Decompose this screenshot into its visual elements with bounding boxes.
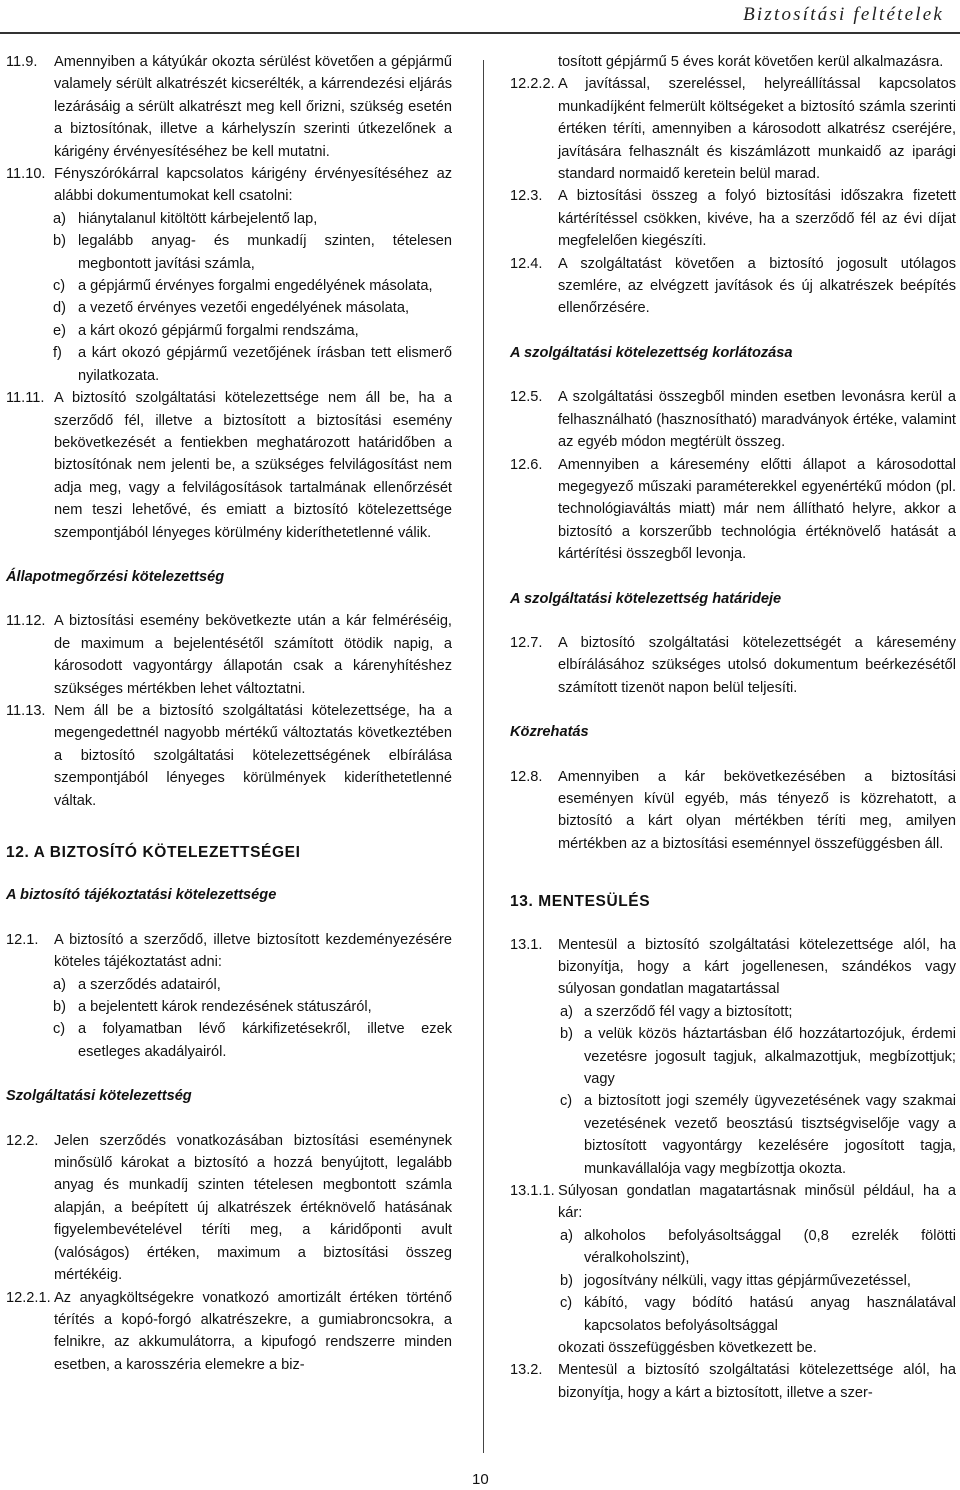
clause-11-10: 11.10. Fényszórókárral kapcsolatos kárigény érvényesítéséhez az alábbi dokumentumokat kell csatolni: xyxy=(6,166,452,205)
clause-13-2: 13.2. Mentesül a biztosító szolgáltatási kötelezettsége alól, ha bizonyítja, hogy a kárt a biztosított, illetve a szer- xyxy=(510,1362,956,1401)
list-item: d) a vezető érvényes vezetői engedélyének másolata, xyxy=(53,300,409,317)
page-number: 10 xyxy=(472,1471,489,1488)
list-item: a) alkoholos befolyásoltsággal (0,8 ezrelék fölötti véralkoholszint), xyxy=(560,1227,956,1267)
section-heading-allapot: Állapotmegőrzési kötelezettség xyxy=(6,568,225,585)
section-heading-kozrehatas: Közrehatás xyxy=(510,724,589,741)
clause-12-3: 12.3. A biztosítási összeg a folyó biztosítási időszakra fizetett kártérítéssel csökken, kivéve, ha a szerződő fél az évi díjat megfelelően kiegészíti. xyxy=(510,188,956,250)
chapter-heading-12: 12. A BIZTOSÍTÓ KÖTELEZETTSÉGEI xyxy=(6,844,301,861)
list-item: a) hiánytalanul kitöltött kárbejelentő lap, xyxy=(53,210,318,227)
header-rule xyxy=(0,32,960,34)
clause-11-11: 11.11. A biztosító szolgáltatási kötelezettsége nem áll be, ha a szerződő fél, illetve a biztosított a biztosítási esemény bekövetkezését a fentiekben meghatározott határidőben a biztosítónak nem jelenti be, a szükséges felvilágosítást nem adja meg, vagy a felvilágosítások tartalmának ellenőrzését nem teszi lehetővé, és emiatt a biztosító kötelezettsége szempontjából lényeges körülmény kideríthetetlenné válik. xyxy=(6,390,452,541)
clause-12-6: 12.6. Amennyiben a káresemény előtti állapot a károsodottal megegyező műszaki paraméterekkel egyenértékű módon (pl. technológiaváltás miatt) már nem állítható helyre, akkor a biztosító a korszerűbb technológia értéknövelő hatását a kártérítési összegből levonja. xyxy=(510,456,956,563)
list-item: e) a kárt okozó gépjármű forgalmi rendszáma, xyxy=(53,322,359,339)
list-item: c) a biztosított jogi személy ügyvezetésének vagy szakmai vezetésének vezető beosztású tisztségviselője vagy a biztosított vagyontárgy kezelésére jogosított tagja, munkavállalója vagy megbízottja okozta. xyxy=(560,1093,956,1177)
clause-13-1-1: 13.1.1. Súlyosan gondatlan magatartásnak minősül például, ha a kár: xyxy=(510,1183,956,1222)
clause-13-1: 13.1. Mentesül a biztosító szolgáltatási kötelezettsége alól, ha bizonyítja, hogy a kárt jogellenesen, szándékos vagy súlyosan gondatlan magatartással xyxy=(510,936,956,998)
clause-13-1-1-tail: okozati összefüggésben következett be. xyxy=(558,1339,817,1356)
right-column xyxy=(510,51,956,1404)
list-item: b) legalább anyag- és munkadíj szinten, tételesen megbontott javítási számla, xyxy=(53,233,452,272)
clause-12-4: 12.4. A szolgáltatást követően a biztosító jogosult utólagos szemlére, az elvégzett javítások és új alkatrészek beépítés ellenőrzésére. xyxy=(510,255,956,317)
clause-12-2: 12.2. Jelen szerződés vonatkozásában biztosítási eseménynek minősülő károkat a biztosító a hozzá benyújtott, legalább anyag és munkadíj szinten tételesen megbontott számla alapján, a beépített új alkatrészek értéknövelő hatásának figyelembevételével téríti meg, a káridőponti avult (valóságos) értéken, maximum a biztosítási összeg mértékéig. xyxy=(6,1132,452,1284)
list-item: c) a gépjármű érvényes forgalmi engedélyének másolata, xyxy=(53,278,433,295)
clause-12-2-1-continued: tosított gépjármű 5 éves korát követően kerül alkalmazásra. xyxy=(558,54,944,70)
list-item: a) a szerződő fél vagy a biztosított; xyxy=(560,1003,793,1020)
section-heading-hatarido: A szolgáltatási kötelezettség határideje xyxy=(510,590,782,607)
clause-11-9: 11.9. Amennyiben a kátyúkár okozta sérülést követően a gépjármű valamely sérült alkatrészét kicserélték, a kárrendezési eljárás lezárásáig a sérült alkatrészt meg kell őrizni, szükség esetén a biztosítónak, illetve a kárhelyszín szerinti útkezelőnek a kárigény érvényesítéséhez be kell mutatni. xyxy=(6,54,452,160)
clause-12-2-1: 12.2.1. Az anyagköltségekre vonatkozó amortizált értéken történő térítés a kopó-forgó alkatrészekre, a gumiabroncsokra, a felnikre, az akkumulátorra, a kipufogó rendszerre minden esetben, a karosszéria elemekre a biz- xyxy=(6,1289,452,1373)
section-heading-tajekoztatas: A biztosító tájékoztatási kötelezettsége xyxy=(6,887,277,904)
clause-12-1: 12.1. A biztosító a szerződő, illetve biztosított kezdeményezésére köteles tájékoztatást adni: xyxy=(6,931,452,971)
column-divider xyxy=(483,60,484,1453)
clause-11-13: 11.13. Nem áll be a biztosító szolgáltatási kötelezettsége, ha a megengedettnél nagyobb mértékű változtatás következtében a biztosító szolgáltatási kötelezettségének elbírálása szempontjából lényeges körülmények kideríthetetlenné váltak. xyxy=(6,702,452,809)
clause-12-2-2: 12.2.2. A javítással, szereléssel, helyreállítással kapcsolatos munkadíjként felmerült költségeket a biztosító számla szerinti értéken téríti, amennyiben a károsodott alkatrész cseréjére, javítására felhasznált és kiszámlázott munkaidő az iparági standard normaidő keretein belül marad. xyxy=(510,76,956,183)
list-item: a) a szerződés adatairól, xyxy=(53,976,221,993)
clause-12-8: 12.8. Amennyiben a kár bekövetkezésében a biztosítási eseményen kívül egyéb, más tényező is közrehatott, a biztosító a kárt olyan mértékben téríti meg, amilyen mértékben az a biztosítási eseménnyel összefüggésben áll. xyxy=(510,768,956,852)
clause-12-5: 12.5. A szolgáltatási összegből minden esetben levonásra kerül a felhasználható (hasznosítható) maradványok értéke, valamint az egyéb módon megtérült összeg. xyxy=(510,389,956,451)
list-item: b) jogosítvány nélküli, vagy ittas gépjárművezetéssel, xyxy=(560,1272,911,1289)
left-column xyxy=(6,51,452,1376)
chapter-heading-13: 13. MENTESÜLÉS xyxy=(510,893,651,911)
list-item: b) a velük közös háztartásban élő hozzátartozójuk, érdemi vezetésre jogosult tagjuk, alkalmazottjuk, megbízottjuk; vagy xyxy=(560,1026,956,1088)
list-item: b) a bejelentett károk rendezésének státuszáról, xyxy=(53,999,372,1016)
list-item: f) a kárt okozó gépjármű vezetőjének írásban tett elismerő nyilatkozata. xyxy=(53,345,452,384)
page-header-title: Biztosítási feltételek xyxy=(743,4,944,25)
section-heading-szolgaltatasi: Szolgáltatási kötelezettség xyxy=(6,1088,192,1105)
list-item: c) kábító, vagy bódító hatású anyag használatával kapcsolatos befolyásoltsággal xyxy=(560,1295,956,1334)
list-item: c) a folyamatban lévő kárkifizetésekről, illetve ezek esetleges akadályairól. xyxy=(53,1021,452,1060)
clause-12-7: 12.7. A biztosító szolgáltatási kötelezettségét a káresemény elbírálásához szükséges utolsó dokumentum beérkezésétől számított tizenöt napon belül teljesíti. xyxy=(510,634,956,696)
section-heading-korlatozas: A szolgáltatási kötelezettség korlátozása xyxy=(510,344,793,361)
clause-11-12: 11.12. A biztosítási esemény bekövetkezte után a kár felméréséig, de maximum a bejelentésétől számított ötödik napig, a károsodott vagyontárgy állapotán csak a kárenyhítéshez szükséges mértékben lehet változtatni. xyxy=(6,613,452,697)
